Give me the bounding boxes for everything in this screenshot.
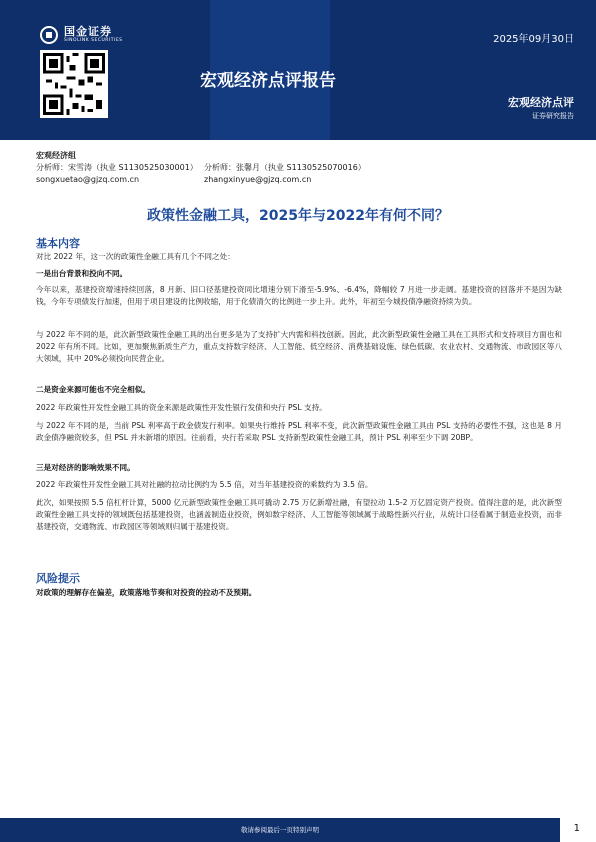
point-2-paragraph-1: 2022 年政策性开发性金融工具的资金来源是政策性开发性银行发债和央行 PSL 支持。 <box>36 403 327 412</box>
logo-name-en: SINOLINK SECURITIES <box>64 38 123 43</box>
logo-mark-icon <box>40 26 58 44</box>
point-3-paragraph-2: 此次，如果按照 5.5 倍杠杆计算，5000 亿元新型政策性金融工具可撬动 2.75 万亿新增社融，有望拉动 1.5-2 万亿固定资产投资。值得注意的是，此次新型政策性金融工具支持的领域既包括基建投资，也涵盖制造业投资，例如数字经济、人工智能等领域属于战略性新兴行业，从统计口径看属于制造业投资，而非基建投资，交通物流、市政园区等领域则归属于基建投资。 <box>36 498 562 531</box>
page-number: 1 <box>573 823 580 834</box>
report-header <box>0 0 596 140</box>
analyst-1-email[interactable]: songxuetao@gjzq.com.cn <box>36 175 140 184</box>
disclaimer-note: 敬请参阅最后一页特别声明 <box>241 826 319 834</box>
point-1-paragraph-1: 今年以来，基建投资增速持续回落，8 月新、旧口径基建投资同比增速分别下滑至-5.9%、-6.4%，降幅较 7 月进一步走阔。基建投资的回落并不是因为缺钱，今年专项债发行加速，但用于项目建设的比例收缩，用于化债清欠的比例进一步上升。此外，年初至今城投债净融资持续为负。 <box>36 285 562 306</box>
research-group: 宏观经济组 <box>36 151 76 160</box>
section-heading-risk: 风险提示 <box>36 572 80 585</box>
company-logo <box>40 26 123 44</box>
risk-text: 对政策的理解存在偏差，政策落地节奏和对投资的拉动不及预期。 <box>36 588 257 597</box>
report-type-title: 宏观经济点评报告 <box>200 71 336 91</box>
analyst-2-email[interactable]: zhangxinyue@gjzq.com.cn <box>204 175 312 184</box>
page-footer <box>0 818 596 842</box>
qr-code-icon <box>40 50 108 118</box>
report-title: 政策性金融工具，2025年与2022年有何不同？ <box>147 208 449 224</box>
point-2-paragraph-2: 与 2022 年不同的是，当前 PSL 利率高于政金债发行利率。如果央行维持 PSL 利率不变，此次新型政策性金融工具由 PSL 支持的必要性不强，这也是 8 月政金债净融资较多，但 PSL 并未新增的原因。往前看，央行若采取 PSL 支持新型政策性金融工具，预计 PSL 利率至少下调 20BP。 <box>36 421 562 442</box>
point-1-paragraph-2: 与 2022 年不同的是，此次新型政策性金融工具的出台更多是为了支持扩大内需和科技创新。因此，此次新型政策性金融工具在工具形式和支持项目方面也和 2022 年有所不同。比如，更加聚焦新质生产力，重点支持数字经济、人工智能、低空经济、消费基础设施、绿色低碳、农业农村、交通物流、市政园区等八大领域，其中 20%必须投向民营企业。 <box>36 330 562 363</box>
intro-paragraph: 对比 2022 年，这一次的政策性金融工具有几个不同之处： <box>36 252 235 261</box>
logo-name-cn: 国金证券 <box>64 25 112 38</box>
report-subcategory: 证券研究报告 <box>532 112 574 120</box>
point-2-heading: 二是资金来源可能也不完全相似。 <box>36 385 150 394</box>
analyst-2: 分析师：张馨月（执业 S1130525070016） <box>204 163 366 172</box>
point-3-heading: 三是对经济的影响效果不同。 <box>36 463 135 472</box>
section-heading-basic: 基本内容 <box>36 237 80 250</box>
point-1-heading: 一是出台背景和投向不同。 <box>36 269 128 278</box>
report-category: 宏观经济点评 <box>508 96 574 109</box>
author-block <box>36 150 444 186</box>
report-date: 2025年09月30日 <box>493 34 574 45</box>
point-3-paragraph-1: 2022 年政策性开发性金融工具对社融的拉动比例约为 5.5 倍，对当年基建投资的乘数约为 3.5 倍。 <box>36 480 373 489</box>
analyst-1: 分析师：宋雪涛（执业 S1130525030001） <box>36 163 198 172</box>
